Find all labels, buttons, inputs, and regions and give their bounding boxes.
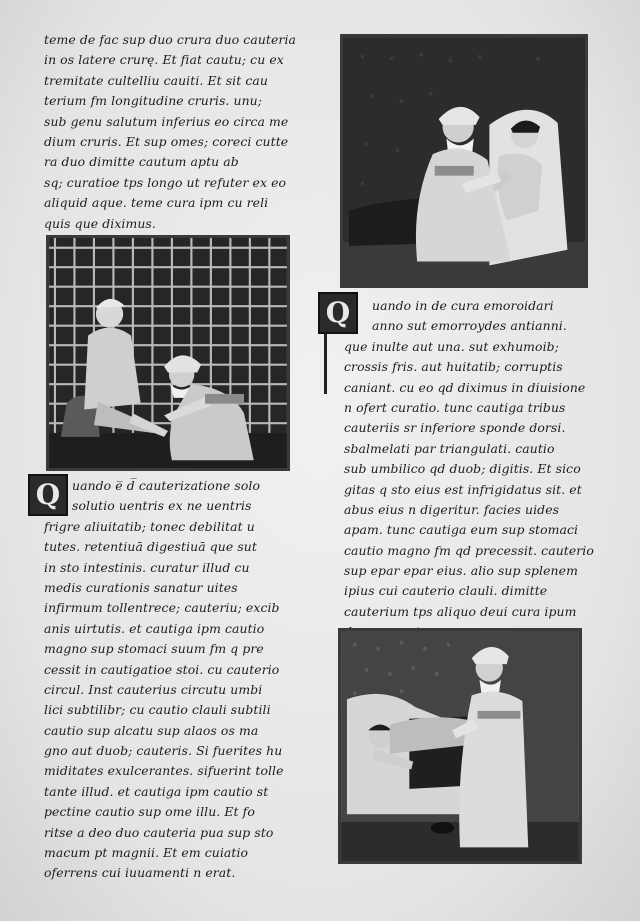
text-line: que inulte aut una. sut exhumoib;: [344, 338, 559, 354]
text-line: sq; curatioe tps longo ut refuter ex eo: [44, 174, 287, 190]
initial-flourish: [324, 334, 327, 394]
initial-letter: Q: [325, 296, 351, 329]
text-line: miditates exulcerantes. sifuerint tolle: [44, 763, 284, 779]
text-line: sbalmelati par triangulati. cautio: [344, 440, 555, 456]
text-line: ipius cui cauterio clauli. dimitte: [344, 583, 548, 599]
text-line: infirmum tollentrece; cauteriu; excib: [44, 600, 280, 616]
text-line: cessit in cautigatioe stoi. cu cauterio: [44, 661, 280, 677]
text-line: abus eius n digeritur. facies uides: [344, 501, 560, 517]
text-line: ritse a deo duo cauteria pua sup sto: [44, 824, 274, 840]
text-line: anno sut emorroydes antianni.: [372, 318, 567, 334]
left-column-bottom-text: [44, 476, 306, 884]
text-line: cauteriis sr inferiore sponde dorsi.: [344, 420, 566, 436]
text-line: sup epar epar eius. alio sup splenem: [344, 563, 578, 579]
text-line: magno sup stomaci suum fm q pre: [44, 641, 264, 657]
miniature-bottom-right: [338, 628, 582, 864]
left-column-top-text: [44, 30, 302, 234]
illustration-prone-patient-cautery: [341, 631, 579, 861]
text-line: pectine cautio sup ome illu. Et fo: [44, 804, 255, 820]
illustration-seated-physician: [49, 238, 287, 468]
text-line: frigre aliuitatib; tonec debilitat u: [44, 518, 255, 534]
text-line: tutes. retentiuā digestiuā que sut: [44, 539, 257, 555]
text-line: sub genu salutum inferius eo circa me: [44, 113, 289, 129]
text-line: in os latere crurę. Et fiat cautu; cu ex: [44, 52, 284, 68]
text-line: lici subtilibr; cu cautio clauli subtili: [44, 702, 271, 718]
text-line: uando e̅ d̅ cauterizatione solo: [72, 478, 261, 493]
initial-letter: Q: [35, 478, 61, 511]
text-line: n ofert curatio. tunc cautiga tribus: [344, 399, 566, 415]
text-line: sub umbilico qd duob; digitis. Et sico: [344, 461, 581, 477]
text-line: cautio sup alcatu sup alaos os ma: [44, 722, 259, 738]
text-line: oferrens cui iuuamenti n erat.: [44, 865, 236, 881]
text-line: cautio magno fm qd precessit. cauterio: [344, 542, 594, 558]
text-line: circul. Inst cauterius circutu umbi: [44, 681, 263, 697]
text-line: crossis fris. aut huitatib; corruptis: [344, 359, 563, 375]
text-line: apam. tunc cautiga eum sup stomaci: [344, 522, 579, 538]
text-line: in sto intestinis. curatur illud cu: [44, 559, 250, 575]
text-line: gitas q sto eius est infrigidatus sit. et: [344, 481, 582, 497]
illustration-patient-in-bed: [343, 37, 585, 285]
text-line: aliquid aque. teme cura ipm cu reli: [44, 195, 269, 211]
text-line: caniant. cu eo qd diximus in diuisione: [344, 379, 586, 395]
miniature-top-right: [340, 34, 588, 288]
text-line: dium cruris. Et sup omes; coreci cutte: [44, 133, 289, 149]
text-line: tante illud. et cautiga ipm cautio st: [44, 783, 269, 799]
miniature-left: [46, 235, 290, 471]
text-line: tremitate cultelliu cauiti. Et sit cau: [44, 72, 268, 88]
text-line: uando in de cura emoroidari: [372, 298, 554, 313]
text-line: solutio uentris ex ne uentris: [72, 498, 252, 514]
right-column-text: [344, 296, 594, 643]
text-line: anis uirtutis. et cautiga ipm cautio: [44, 620, 265, 636]
text-line: medis curationis sanatur uites: [44, 579, 238, 595]
text-line: quis que diximus.: [44, 215, 156, 231]
text-line: teme de fac sup duo crura duo cauteria: [44, 32, 296, 47]
text-line: macum pt magnii. Et em cuiatio: [44, 845, 249, 861]
text-line: ra duo dimitte cautum aptu ab: [44, 154, 239, 170]
text-line: cauterium tps aliquo deui cura ipum: [344, 603, 577, 619]
text-line: gno aut duob; cauteris. Si fuerites hu: [44, 743, 283, 759]
text-line: terium fm longitudine cruris. unu;: [44, 93, 263, 109]
